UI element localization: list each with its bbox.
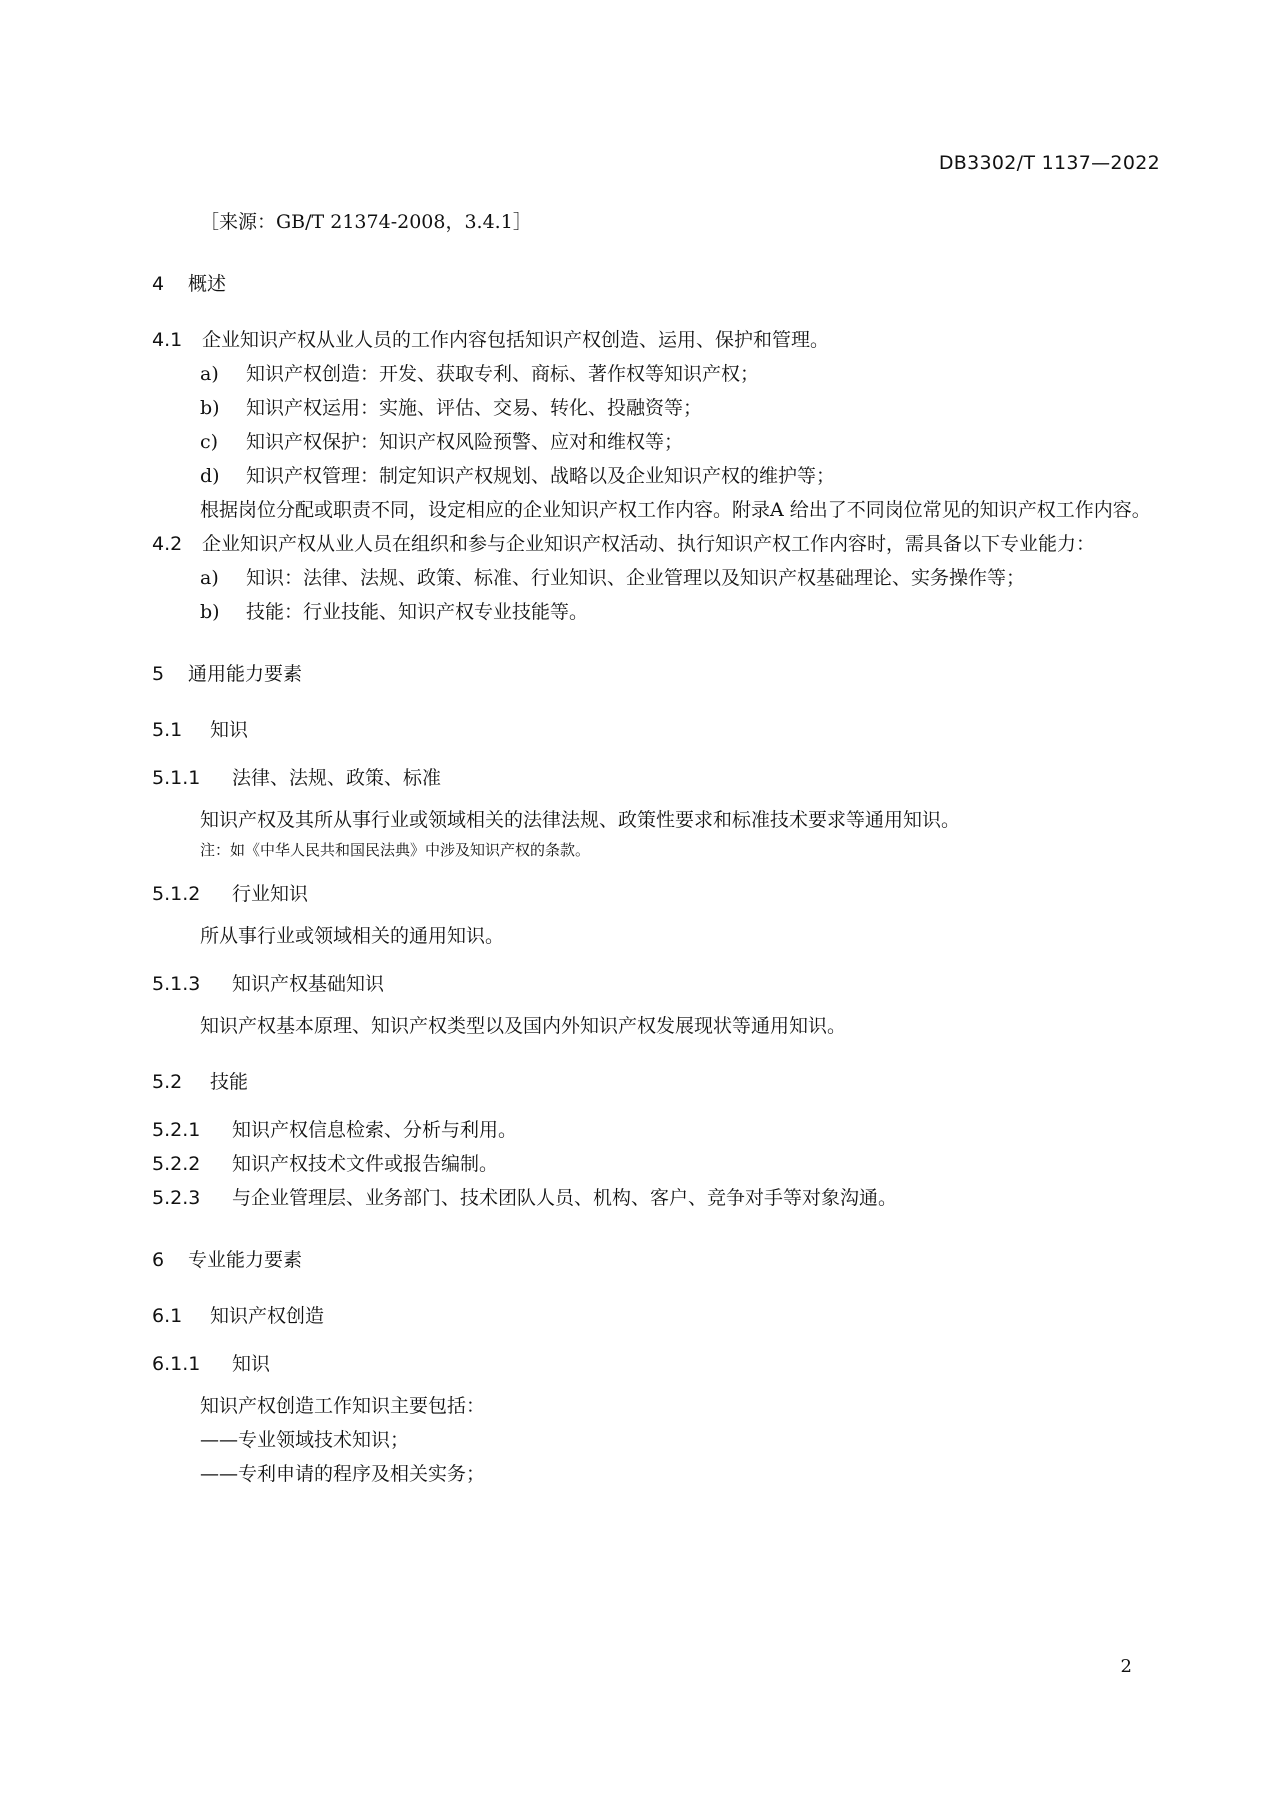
clause-text: 与企业管理层、业务部门、技术团队人员、机构、客户、竞争对手等对象沟通。 — [232, 1187, 898, 1209]
section-title: 通用能力要素 — [188, 663, 303, 685]
subsection-5-1-heading — [152, 713, 1158, 747]
list-marker: c) — [200, 431, 219, 453]
section-6-heading — [152, 1243, 1158, 1277]
page-number: 2 — [1120, 1656, 1132, 1677]
clause-number: 6.1.1 — [152, 1353, 201, 1375]
clause-5-2-3 — [152, 1181, 1158, 1215]
note: 注：如《中华人民共和国民法典》中涉及知识产权的条款。 — [200, 841, 591, 859]
list-marker: b) — [200, 397, 220, 419]
clause-number: 5.1.3 — [152, 973, 201, 995]
clause-5-2-2 — [152, 1147, 1158, 1181]
subsection-title: 知识产权创造 — [210, 1305, 325, 1327]
clause-6-1-1-heading — [152, 1347, 1158, 1381]
list-item — [152, 391, 1158, 425]
subsection-5-2-heading — [152, 1065, 1158, 1099]
clause-4-1 — [152, 323, 1158, 357]
clause-title: 知识 — [232, 1353, 271, 1375]
clause-5-1-3-heading — [152, 967, 1158, 1001]
clause-text: 企业知识产权从业人员在组织和参与企业知识产权活动、执行知识产权工作内容时，需具备以下专业能力： — [202, 533, 1096, 555]
page-content — [152, 205, 1158, 1491]
section-5-heading — [152, 657, 1158, 691]
list-text: 知识产权管理：制定知识产权规划、战略以及企业知识产权的维护等； — [246, 465, 836, 487]
subsection-6-1-heading — [152, 1299, 1158, 1333]
clause-text: 企业知识产权从业人员的工作内容包括知识产权创造、运用、保护和管理。 — [202, 329, 830, 351]
source-reference: ［来源：GB/T 21374-2008，3.4.1］ — [200, 211, 532, 233]
list-item — [152, 459, 1158, 493]
list-marker: b) — [200, 601, 220, 623]
section-number: 6 — [152, 1249, 165, 1271]
section-number: 5 — [152, 663, 165, 685]
list-text: 知识：法律、法规、政策、标准、行业知识、企业管理以及知识产权基础理论、实务操作等； — [246, 567, 1026, 589]
clause-number: 4.2 — [152, 533, 183, 555]
dash-item: ——专业领域技术知识； — [200, 1429, 410, 1451]
clause-title: 知识产权基础知识 — [232, 973, 385, 995]
list-text: 知识产权保护：知识产权风险预警、应对和维权等； — [246, 431, 684, 453]
list-text: 知识产权运用：实施、评估、交易、转化、投融资等； — [246, 397, 703, 419]
list-marker: d) — [200, 465, 220, 487]
list-text: 技能：行业技能、知识产权专业技能等。 — [246, 601, 589, 623]
clause-number: 4.1 — [152, 329, 183, 351]
clause-number: 5.2.3 — [152, 1187, 201, 1209]
section-4-heading — [152, 267, 1158, 301]
list-text: 知识产权创造：开发、获取专利、商标、著作权等知识产权； — [246, 363, 760, 385]
paragraph: 根据岗位分配或职责不同，设定相应的企业知识产权工作内容。附录A 给出了不同岗位常见的知识产权工作内容。 — [200, 499, 1151, 521]
clause-text: 所从事行业或领域相关的通用知识。 — [200, 925, 505, 947]
section-title: 概述 — [188, 273, 227, 295]
clause-intro: 知识产权创造工作知识主要包括： — [200, 1395, 486, 1417]
clause-number: 5.1.2 — [152, 883, 201, 905]
clause-5-2-1 — [152, 1113, 1158, 1147]
list-item — [152, 595, 1158, 629]
list-item — [152, 561, 1158, 595]
clause-5-1-2-heading — [152, 877, 1158, 911]
subsection-number: 5.1 — [152, 719, 183, 741]
dash-item: ——专利申请的程序及相关实务； — [200, 1463, 486, 1485]
section-number: 4 — [152, 273, 165, 295]
clause-text: 知识产权及其所从事行业或领域相关的法律法规、政策性要求和标准技术要求等通用知识。 — [200, 809, 961, 831]
clause-number: 5.1.1 — [152, 767, 201, 789]
subsection-number: 6.1 — [152, 1305, 183, 1327]
clause-number: 5.2.1 — [152, 1119, 201, 1141]
document-code: DB3302/T 1137—2022 — [938, 152, 1160, 174]
list-marker: a) — [200, 363, 219, 385]
clause-text: 知识产权基本原理、知识产权类型以及国内外知识产权发展现状等通用知识。 — [200, 1015, 847, 1037]
subsection-number: 5.2 — [152, 1071, 183, 1093]
subsection-title: 知识 — [210, 719, 249, 741]
clause-text: 知识产权技术文件或报告编制。 — [232, 1153, 499, 1175]
list-item — [152, 425, 1158, 459]
section-title: 专业能力要素 — [188, 1249, 303, 1271]
clause-title: 行业知识 — [232, 883, 309, 905]
subsection-title: 技能 — [210, 1071, 249, 1093]
clause-title: 法律、法规、政策、标准 — [232, 767, 442, 789]
list-item — [152, 357, 1158, 391]
clause-number: 5.2.2 — [152, 1153, 201, 1175]
list-marker: a) — [200, 567, 219, 589]
clause-5-1-1-heading — [152, 761, 1158, 795]
clause-4-2 — [152, 527, 1158, 561]
clause-text: 知识产权信息检索、分析与利用。 — [232, 1119, 518, 1141]
